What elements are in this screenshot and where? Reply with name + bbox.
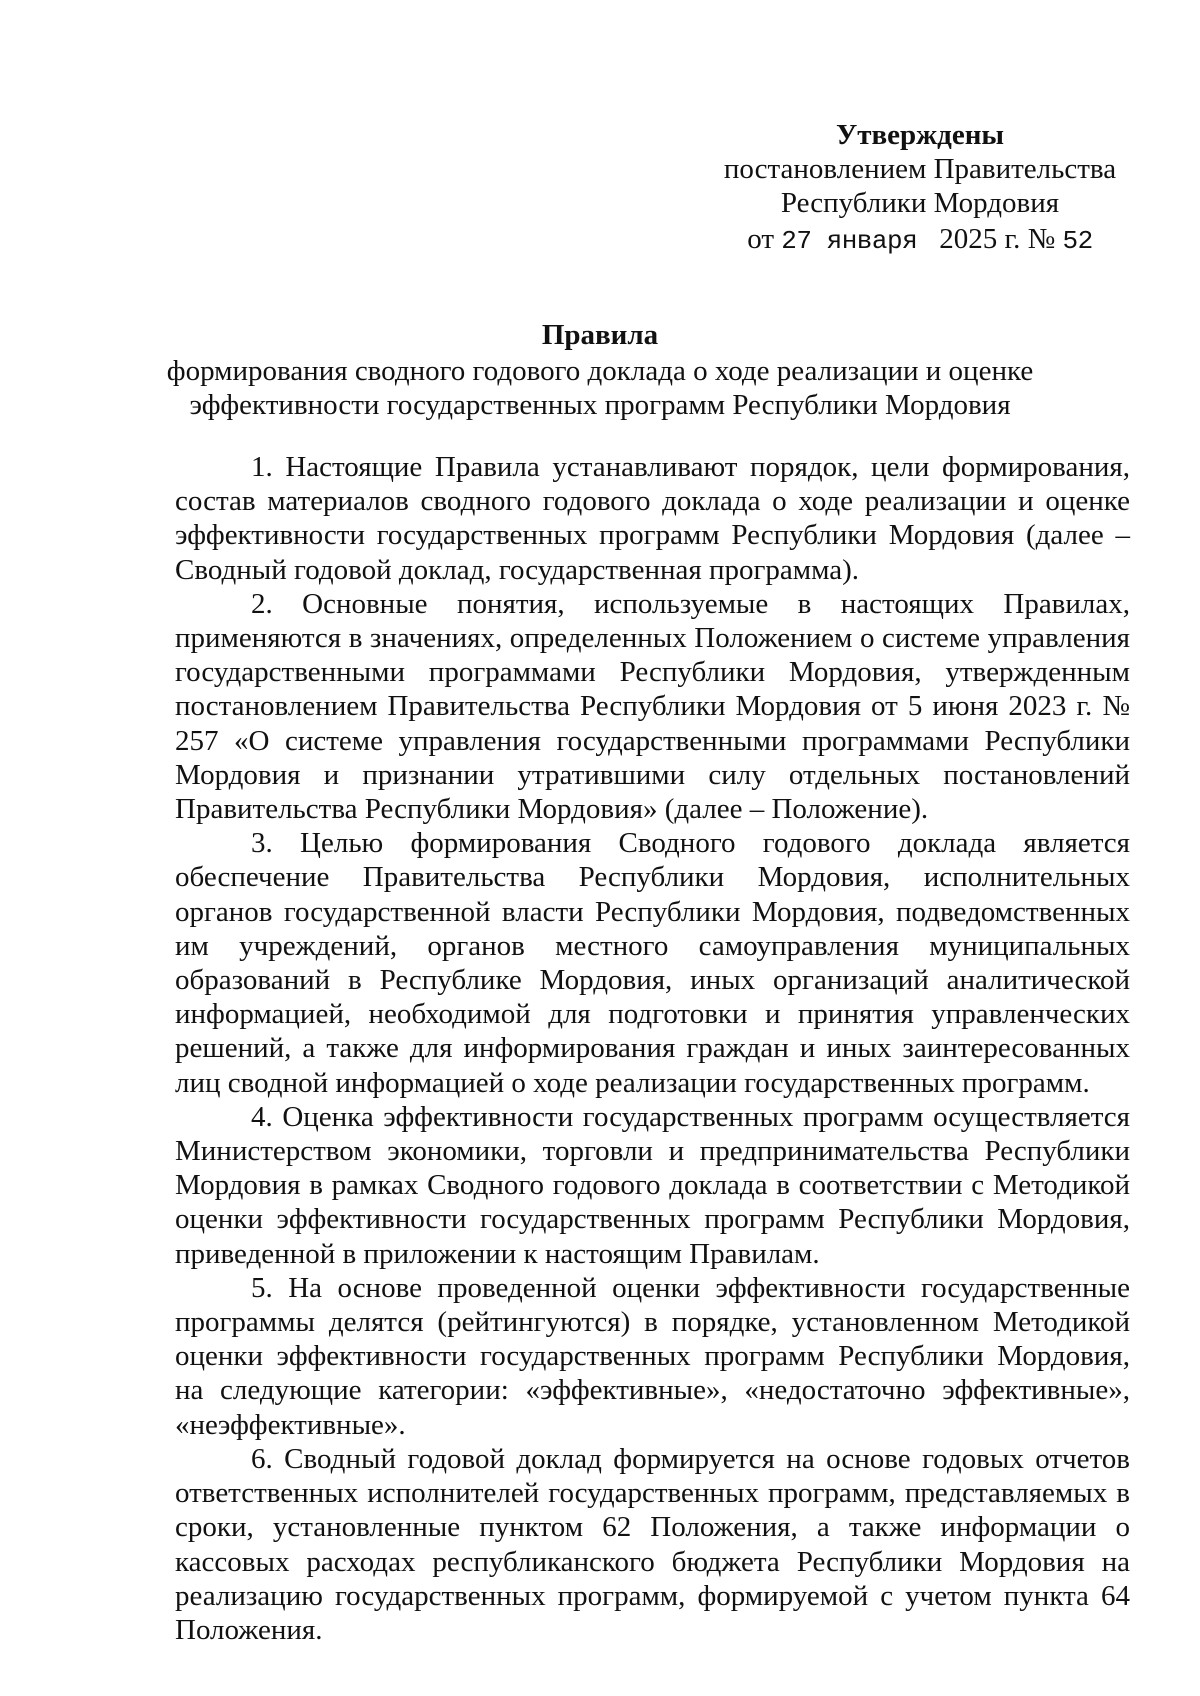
paragraph-4: 4. Оценка эффективности государственных программ осуществляется Министерством экономики, торговли и предпринимательства Республики Мордовия в рамках Сводного годового доклада в соответствии с Методикой оценки эффективности государственных программ Республики Мордовия, приведенной в приложении к настоящим Правилам. (175, 1100, 1130, 1270)
paragraph-1: 1. Настоящие Правила устанавливают порядок, цели формирования, состав материалов сводного годового доклада о ходе реализации и оценке эффективности государственных программ Республики Мордовия (далее – Сводный годовой доклад, государственная программа). (175, 451, 1130, 586)
approval-block (720, 118, 1120, 258)
paragraph-2: 2. Основные понятия, используемые в настоящих Правилах, применяются в значениях, определенных Положением о системе управления государственными программами Республики Мордовия, утвержденным постановлением Правительства Республики Мордовия от 5 июня 2023 г. № 257 «О системе управления государственными программами Республики Мордовия и признании утратившими силу отдельных постановлений Правительства Республики Мордовия» (далее – Положение). (175, 587, 1130, 826)
paragraph-3: 3. Целью формирования Сводного годового доклада является обеспечение Правительства Республики Мордовия, исполнительных органов государственной власти Республики Мордовия, подведомственных им учреждений, органов местного самоуправления муниципальных образований в Республике Мордовия, иных организаций аналитической информацией, необходимой для подготовки и принятия управленческих решений, а также для информирования граждан и иных заинтересованных лиц сводной информацией о ходе реализации государственных программ. (175, 827, 1130, 1099)
title-block (150, 318, 1050, 422)
document-title: Правила (541, 319, 659, 351)
date-day-month: 27 января (781, 226, 918, 256)
approval-date-line (720, 222, 1120, 258)
approval-line-1: постановлением Правительства (723, 153, 1117, 185)
document-body (175, 450, 1130, 1647)
paragraph-5: 5. На основе проведенной оценки эффективности государственные программы делятся (рейтингуются) в порядке, установленном Методикой оценки эффективности государственных программ Республики Мордовия, на следующие категории: «эффективные», «недостаточно эффективные», «неэффективные». (175, 1271, 1130, 1441)
paragraph-6: 6. Сводный годовой доклад формируется на основе годовых отчетов ответственных исполнителей государственных программ, представляемых в сроки, установленные пунктом 62 Положения, а также информации о кассовых расходах республиканского бюджета Республики Мордовия на реализацию государственных программ, формируемой с учетом пункта 64 Положения. (175, 1442, 1130, 1646)
document-subtitle: формирования сводного годового доклада о ходе реализации и оценке эффективности государственных программ Республики Мордовия (166, 355, 1034, 421)
date-year: 2025 г. № (939, 223, 1056, 255)
approval-heading: Утверждены (835, 119, 1005, 151)
approval-line-2: Республики Мордовия (780, 187, 1060, 219)
date-prefix: от (747, 223, 775, 255)
document-number: 52 (1062, 226, 1093, 256)
